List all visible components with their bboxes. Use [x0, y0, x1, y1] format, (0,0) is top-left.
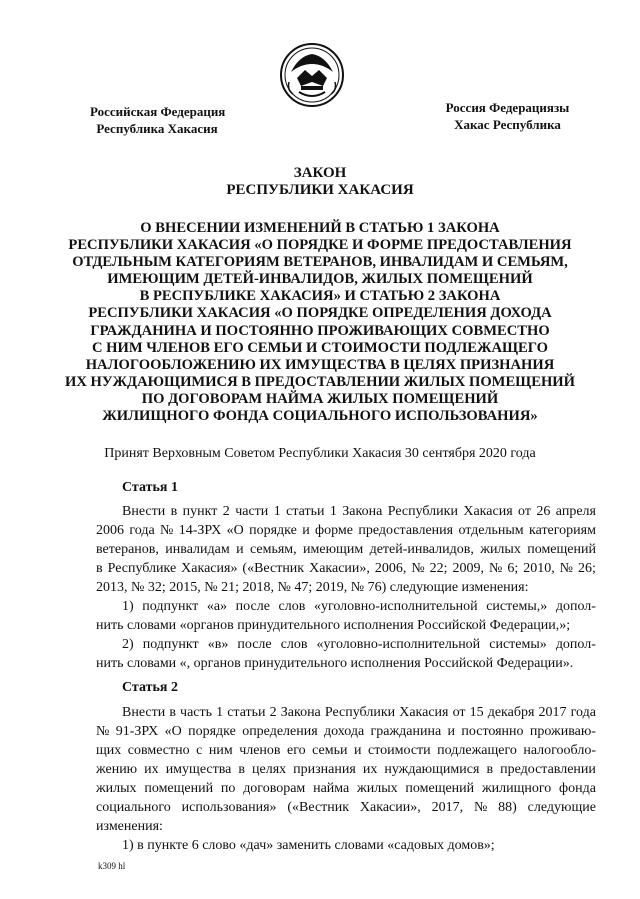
subject-line: РЕСПУБЛИКИ ХАКАСИЯ «О ПОРЯДКЕ ОПРЕДЕЛЕНИЯ ДОХОДА — [88, 305, 552, 322]
paragraph-line: 1) в пункте 6 слово «дач» заменить словами «садовых домов»; — [122, 838, 495, 853]
header-right — [440, 99, 575, 133]
subject-line: ЖИЛИЩНОГО ФОНДА СОЦИАЛЬНОГО ИСПОЛЬЗОВАНИЯ» — [102, 408, 538, 425]
adoption-statement: Принят Верховным Советом Республики Хакасия 30 сентября 2020 года — [104, 446, 536, 461]
paragraph-line: 2013, № 32; 2015, № 21; 2018, № 47; 2019, № 76) следующие изменения: — [96, 580, 529, 595]
paragraph-line: Внести в пункт 2 части 1 статьи 1 Закона Республики Хакасия от 26 апреля — [122, 504, 596, 519]
subject-line: О ВНЕСЕНИИ ИЗМЕНЕНИЙ В СТАТЬЮ 1 ЗАКОНА — [140, 220, 500, 236]
paragraph-line: в Республике Хакасия» («Вестник Хакасии», 2006, № 22; 2009, № 6; 2010, № 26; — [96, 561, 596, 576]
subject-line: С НИМ ЧЛЕНОВ ЕГО СЕМЬИ И СТОИМОСТИ ПОДЛЕЖАЩЕГО — [91, 339, 549, 356]
subject-line: ИХ НУЖДАЮЩИМИСЯ В ПРЕДОСТАВЛЕНИИ ЖИЛЫХ ПОМЕЩЕНИЙ — [65, 373, 575, 390]
paragraph-line: нить словами «, органов принудительного исполнения Российской Федерации». — [96, 656, 574, 671]
article-2-text — [96, 703, 596, 855]
article-1-heading: Статья 1 — [122, 480, 178, 495]
header-left-line: Российская Федерация — [90, 104, 226, 119]
paragraph-line: ветеранов, инвалидам и семьям, имеющим детей-инвалидов, жилых помещений — [96, 542, 596, 557]
coat-of-arms-icon — [279, 42, 345, 108]
paragraph-line: социального использования» («Вестник Хакасии», 2017, № 88) следующие — [96, 800, 596, 815]
header-right-line: Россия Федерациязы — [445, 100, 570, 115]
document-code: k309 hl — [98, 861, 126, 871]
paragraph-line: 2) подпункт «в» после слов «уголовно-исполнительной системы» допол- — [122, 637, 596, 652]
paragraph-line: щих совместно с ним членов его семьи и стоимости подлежащего налогообло- — [96, 743, 596, 758]
header-left — [90, 103, 224, 137]
subject-line: ОТДЕЛЬНЫМ КАТЕГОРИЯМ ВЕТЕРАНОВ, ИНВАЛИДАМ И СЕМЬЯМ, — [72, 254, 568, 271]
subject-line: НАЛОГООБЛОЖЕНИЮ ИХ ИМУЩЕСТВА В ЦЕЛЯХ ПРИЗНАНИЯ — [85, 356, 555, 373]
subject-line: РЕСПУБЛИКИ ХАКАСИЯ «О ПОРЯДКЕ И ФОРМЕ ПРЕДОСТАВЛЕНИЯ — [68, 237, 572, 254]
subject-line: ИМЕЮЩИМ ДЕТЕЙ-ИНВАЛИДОВ, ЖИЛЫХ ПОМЕЩЕНИЙ — [107, 271, 533, 288]
subject-line: В РЕСПУБЛИКЕ ХАКАСИЯ» И СТАТЬЮ 2 ЗАКОНА — [139, 288, 501, 305]
law-title-region: РЕСПУБЛИКИ ХАКАСИЯ — [226, 182, 414, 198]
law-title: ЗАКОН — [293, 165, 347, 181]
subject-line: ГРАЖДАНИНА И ПОСТОЯННО ПРОЖИВАЮЩИХ СОВМЕСТНО — [90, 322, 550, 339]
paragraph-line: 1) подпункт «а» после слов «уголовно-исполнительной системы,» допол- — [122, 599, 596, 614]
paragraph-line: нить словами «органов принудительного исполнения Российской Федерации,»; — [96, 618, 571, 633]
paragraph-line: жению их имущества в целях признания их нуждающимися в предоставлении — [96, 762, 596, 777]
paragraph-line: 2006 года № 14-ЗРХ «О порядке и форме предоставления отдельным категориям — [96, 523, 596, 538]
paragraph-line: жилых помещений по договорам найма жилых помещений жилищного фонда — [96, 781, 596, 796]
paragraph-line: № 91-ЗРХ «О порядке определения дохода гражданина и постоянно проживаю- — [96, 724, 596, 739]
article-1-text — [96, 502, 596, 673]
subject-line: ПО ДОГОВОРАМ НАЙМА ЖИЛЫХ ПОМЕЩЕНИЙ — [141, 390, 499, 407]
paragraph-line: Внести в часть 1 статьи 2 Закона Республики Хакасия от 15 декабря 2017 года — [122, 705, 596, 720]
paragraph-line: изменения: — [96, 819, 163, 834]
law-subject — [60, 220, 580, 425]
header-right-line: Хакас Республика — [454, 117, 561, 132]
article-2-heading: Статья 2 — [122, 680, 178, 695]
header-left-line: Республика Хакасия — [96, 121, 218, 136]
